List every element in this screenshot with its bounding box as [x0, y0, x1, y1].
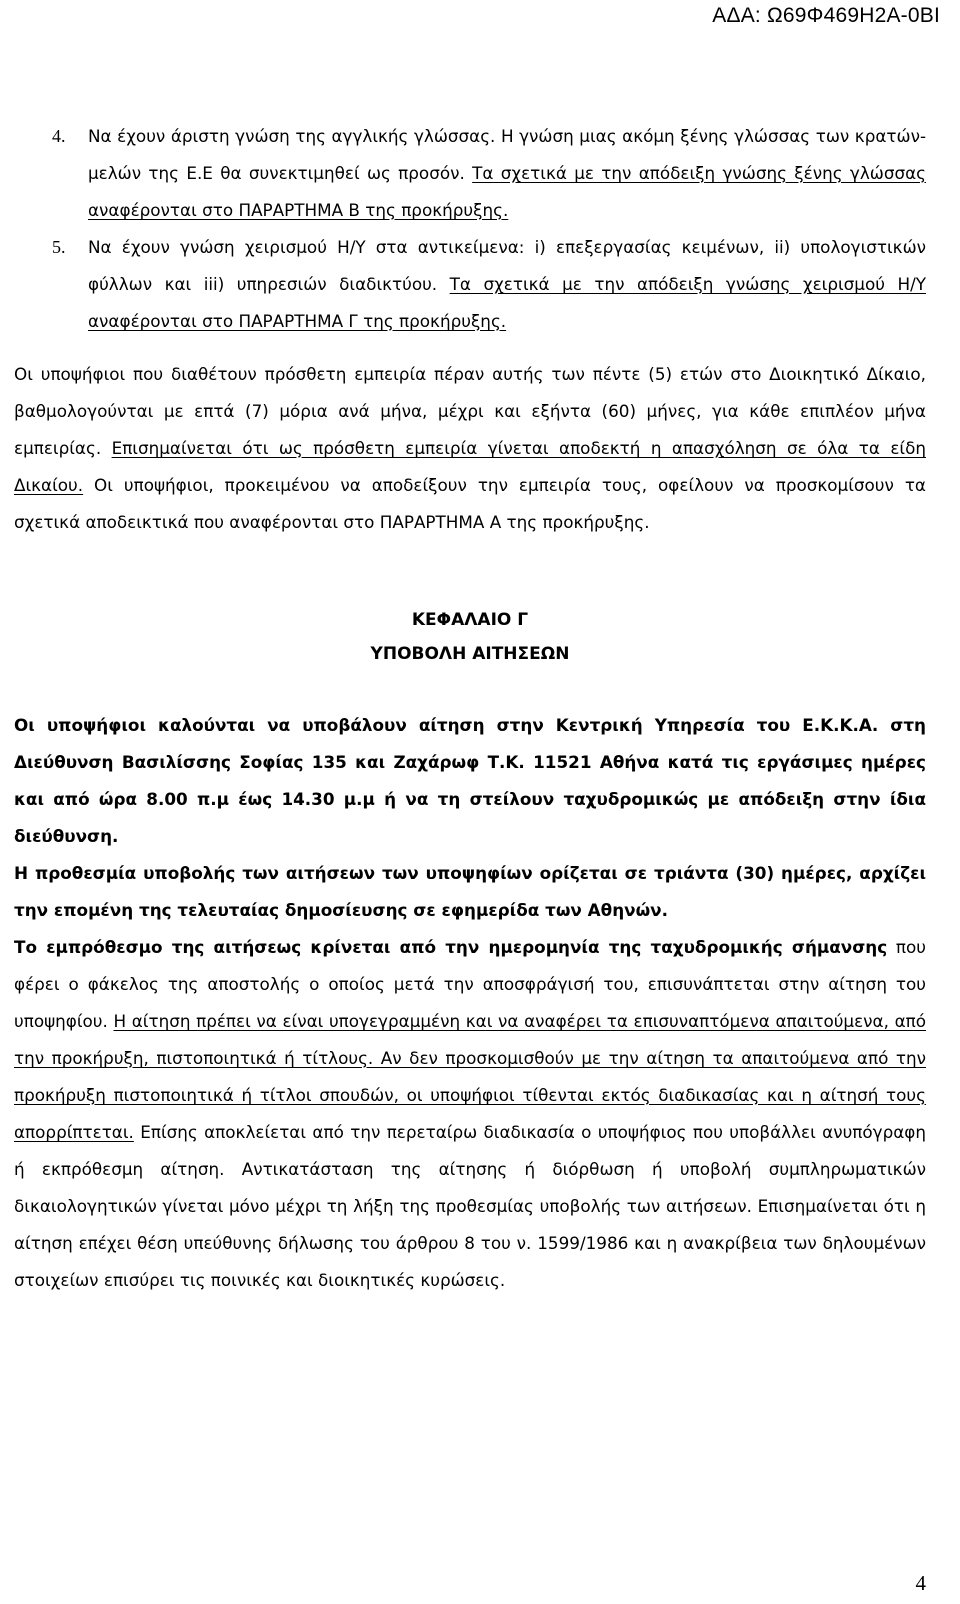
list-item — [14, 229, 926, 340]
list-number: 5. — [52, 237, 66, 257]
list-text: Να έχουν άριστη γνώση της αγγλικής γλώσσας. Η γνώση μιας ακόμη ξένης γλώσσας των κρατών-μελών της Ε.Ε θα συνεκτιμηθεί ως προσόν. — [88, 126, 926, 183]
submission-bold-text: Το εμπρόθεσμο της αιτήσεως κρίνεται από την ημερομηνία της ταχυδρομικής σήμανσης — [14, 937, 888, 957]
experience-underlined: Επισημαίνεται ότι ως πρόσθετη εμπειρία γίνεται αποδεκτή η απασχόληση σε όλα τα είδη Δικαίου. — [14, 438, 926, 495]
list-underlined-text: Τα σχετικά με την απόδειξη γνώσης ξένης γλώσσας αναφέρονται στο ΠΑΡΑΡΤΗΜΑ Β της προκήρυξης. — [88, 163, 926, 220]
document-body — [14, 118, 926, 1299]
list-number: 4. — [52, 126, 66, 146]
chapter-title: ΚΕΦΑΛΑΙΟ Γ — [411, 610, 529, 630]
list-item — [14, 118, 926, 229]
submission-paragraph-3 — [14, 929, 926, 1299]
experience-text: Οι υποψήφιοι που διαθέτουν πρόσθετη εμπειρία πέραν αυτής των πέντε (5) ετών στο Διοικητικό Δίκαιο, βαθμολογούνται με επτά (7) μόρια ανά μήνα, μέχρι και εξήντα (60) μήνες, για κάθε επιπλέον μήνα εμπειρίας. — [14, 364, 926, 458]
experience-paragraph — [14, 356, 926, 541]
submission-text: που φέρει ο φάκελος της αποστολής ο οποίος μετά την αποσφράγισή του, επισυνάπτεται στην αίτηση του υποψηφίου. — [14, 937, 926, 1031]
experience-text-2: Οι υποψήφιοι, προκειμένου να αποδείξουν την εμπειρία τους, οφείλουν να προσκομίσουν τα σχετικά αποδεικτικά που αναφέρονται στο ΠΑΡΑΡΤΗΜΑ Α της προκήρυξης. — [14, 475, 926, 532]
chapter-subtitle: ΥΠΟΒΟΛΗ ΑΙΤΗΣΕΩΝ — [370, 644, 570, 664]
list-underlined-text: Τα σχετικά με την απόδειξη γνώσης χειρισμού Η/Υ αναφέρονται στο ΠΑΡΑΡΤΗΜΑ Γ της προκήρυξης. — [88, 274, 926, 331]
submission-rest-text: Επίσης αποκλείεται από την περεταίρω διαδικασία ο υποψήφιος που υποβάλλει ανυπόγραφη ή εκπρόθεσμη αίτηση. Αντικατάσταση της αίτησης ή διόρθωση ή υποβολή συμπληρωματικών δικαιολογητικών γίνεται μόνο μέχρι τη λήξη της προθεσμίας υποβολής των αιτήσεων. Επισημαίνεται ότι η αίτηση επέχει θέση υπεύθυνης δήλωσης του άρθρου 8 του ν. 1599/1986 και η ανακρίβεια των δηλουμένων στοιχείων επισύρει τις ποινικές και διοικητικές κυρώσεις. — [14, 1122, 926, 1290]
submission-paragraph-2: Η προθεσμία υποβολής των αιτήσεων των υποψηφίων ορίζεται σε τριάντα (30) ημέρες, αρχίζει την επομένη της τελευταίας δημοσίευσης σε εφημερίδα των Αθηνών. — [14, 863, 926, 920]
ada-code: ΑΔΑ: Ω69Φ469Η2Α-0ΒΙ — [712, 4, 940, 27]
list-text: Να έχουν γνώση χειρισμού Η/Υ στα αντικείμενα: i) επεξεργασίας κειμένων, ii) υπολογιστικών φύλλων και iii) υπηρεσιών διαδικτύου. — [88, 237, 926, 294]
submission-paragraph-1: Οι υποψήφιοι καλούνται να υποβάλουν αίτηση στην Κεντρική Υπηρεσία του Ε.Κ.Κ.Α. στη Διεύθυνση Βασιλίσσης Σοφίας 135 και Ζαχάρωφ Τ.Κ. 11521 Αθήνα κατά τις εργάσιμες ημέρες και από ώρα 8.00 π.μ έως 14.30 μ.μ ή να τη στείλουν ταχυδρομικώς με απόδειξη στην ίδια διεύθυνση. — [14, 715, 926, 846]
submission-underlined-text: Η αίτηση πρέπει να είναι υπογεγραμμένη και να αναφέρει τα επισυναπτόμενα απαιτούμενα, από την προκήρυξη, πιστοποιητικά ή τίτλους. Αν δεν προσκομισθούν με την αίτηση τα απαιτούμενα από την προκήρυξη πιστοποιητικά ή τίτλοι σπουδών, οι υποψήφιοι τίθενται εκτός διαδικασίας και η αίτησή τους απορρίπτεται. — [14, 1011, 927, 1142]
page-number: 4 — [915, 1571, 926, 1595]
